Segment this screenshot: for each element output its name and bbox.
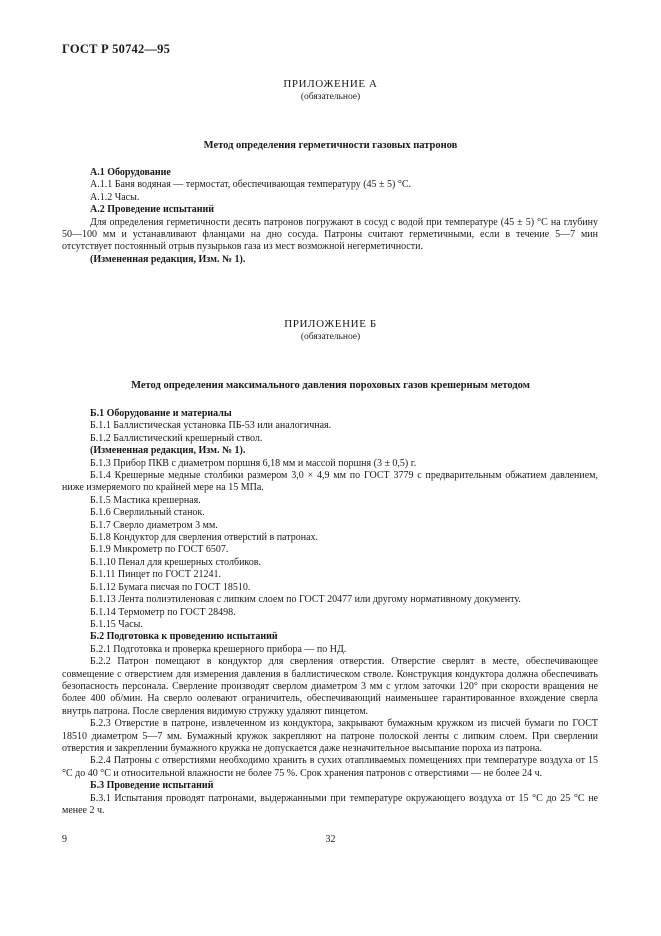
document-header: ГОСТ Р 50742—95 [62,42,171,56]
section-heading: Б.1 Оборудование и материалы [90,408,232,419]
text-line: Б.1.12 Бумага писчая по ГОСТ 18510. [90,581,251,593]
text-line: Б.1.9 Микрометр по ГОСТ 6507. [90,544,229,556]
text-line: Б.1.5 Мастика крешерная. [90,494,201,506]
text-line: Б.1.1 Баллистическая установка ПБ-53 или аналогичная. [90,420,332,432]
appendix-b-label [0,318,661,343]
text-line: Б.1.2 Баллистический крешерный ствол. [90,432,263,444]
footer-left-mark: 9 [62,834,67,845]
appendix-a-body [62,167,598,266]
paragraph: Для определения герметичности десять патронов погружают в сосуд с водой при температуре (45 ± 5) °С на глубину 50—100 мм и устанавливают фланцами на дно сосуда. Патроны считают герметичными, если в течение 5—7 мин отсутствует постоянный отрыв пузырьков газа из мест возможной негерметичности. [62,216,598,253]
paragraph: Б.1.4 Крешерные медные столбики размером 3,0 × 4,9 мм по ГОСТ 3779 с предварительным обжатием давлением, ниже измеряемого по крайней мере на 15 МПа. [62,470,598,494]
revision-note: (Измененная редакция, Изм. № 1). [90,253,246,265]
paragraph: Б.2.2 Патрон помещают в кондуктор для сверления отверстия. Отверстие сверлят в месте, обеспечивающее совмещение с отверстием для измерения давления в баллистическом стволе. Конструкция кондуктора должна обеспечивать безопасность персонала. Сверление производят сверлом диаметром 3 мм с углом заточки 120° при скорости вращения не более 400 об/мин. На сверло оолевают ограничитель, обеспечивающий наименьшее гарантированное вхождение сверла внутрь патрона. После сверления видимую стружку удаляют пинцетом. [62,656,598,717]
text-line: Б.2.1 Подготовка и проверка крешерного прибора — по НД. [90,643,347,655]
text-line: Б.1.10 Пенал для крешерных столбиков. [90,556,262,568]
text-line: Б.1.14 Термометр по ГОСТ 28498. [90,606,236,618]
text-line: Б.1.13 Лента полиэтиленовая с липким слоем по ГОСТ 20477 или другому нормативному документу. [90,594,521,606]
text-line: Б.1.7 Сверло диаметром 3 мм. [90,519,218,531]
text-line: Б.1.3 Прибор ПКВ с диаметром поршня 6,18 мм и массой поршня (3 ± 0,5) г. [90,457,417,469]
text-line: Б.1.8 Кондуктор для сверления отверстий в патронах. [90,532,319,544]
appendix-a-heading: Метод определения герметичности газовых патронов [203,140,458,151]
paragraph: Б.2.4 Патроны с отверстиями необходимо хранить в сухих отапливаемых помещениях при температуре воздуха от 15 °С до 40 °С и относительной влажности не более 75 %. Срок хранения патронов с отверстиями — не более 24 ч. [62,755,598,779]
paragraph: Б.3.1 Испытания проводят патронами, выдержанными при температуре окружающего воздуха от 15 °С до 25 °С не менее 2 ч. [62,792,598,816]
appendix-a-label [0,78,661,103]
text-line: Б.1.11 Пинцет по ГОСТ 21241. [90,569,221,581]
page-number: 32 [325,834,336,845]
appendix-b-subtitle: (обязательное) [300,332,361,342]
text-line: А.1.2 Часы. [90,191,140,203]
section-heading: Б.2 Подготовка к проведению испытаний [90,631,278,643]
text-line: А.1.1 Баня водяная — термостат, обеспечивающая температуру (45 ± 5) °С. [90,179,412,191]
text-line: Б.1.15 Часы. [90,618,143,630]
section-heading: А.1 Оборудование [90,167,171,178]
appendix-a-subtitle: (обязательное) [300,92,361,102]
revision-note: (Измененная редакция, Изм. № 1). [90,445,246,457]
text-line: Б.1.6 Сверлильный станок. [90,507,205,519]
appendix-b-body [62,408,598,817]
appendix-b-title: ПРИЛОЖЕНИЕ Б [284,318,377,330]
appendix-b-heading: Метод определения максимального давления пороховых газов крешерным методом [131,380,530,391]
section-heading: А.2 Проведение испытаний [90,204,215,216]
section-heading: Б.3 Проведение испытаний [90,780,214,792]
appendix-a-title: ПРИЛОЖЕНИЕ А [283,78,378,90]
paragraph: Б.2.3 Отверстие в патроне, извлеченном из кондуктора, закрывают бумажным кружком из писчей бумаги по ГОСТ 18510 диаметром 5—7 мм. Бумажный кружок закрепляют на патроне полоской ленты с липким слоем. При сверлении отверстия и закреплении бумажного кружка не допускается даже незначительное высыпание пороха из патрона. [62,718,598,754]
